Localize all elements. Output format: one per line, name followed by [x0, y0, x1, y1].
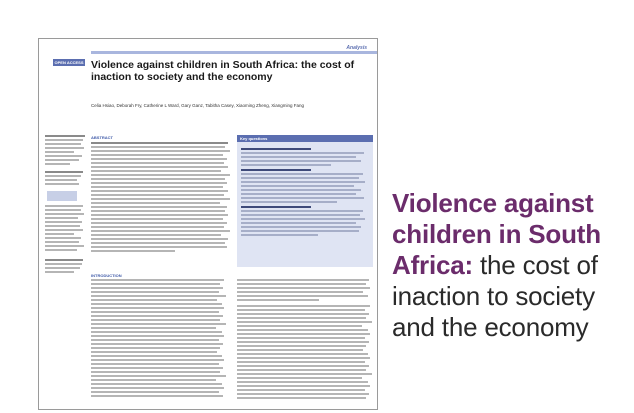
journal-page-thumbnail: [38, 38, 378, 410]
headline-caption: [392, 188, 632, 343]
key-questions-heading: Key questions: [237, 135, 373, 142]
author-list: Celia Hsiao, Deborah Fry, Catherine L Ward, Gary Ganz, Tabitha Casey, Xiaoming Zheng, Xiangming Fang: [91, 103, 305, 108]
body-column-right: [237, 279, 373, 401]
article-title: Violence against children in South Africa: the cost of inaction to society and the economy: [91, 59, 355, 83]
caption-regular-text: the cost of inaction to society and the economy: [392, 250, 598, 342]
open-access-badge: OPEN ACCESS: [54, 60, 84, 65]
abstract-block: [91, 135, 231, 254]
key-questions-box: [237, 135, 373, 267]
header-strip: [91, 51, 377, 54]
crossmark-logo: [47, 191, 77, 201]
section-tag: Analysis: [346, 45, 367, 51]
page-topbar: [39, 39, 377, 49]
introduction-heading: INTRODUCTION: [91, 273, 122, 278]
abstract-heading: ABSTRACT: [91, 135, 113, 140]
body-column-left: [91, 279, 227, 399]
caption-bold-text: Violence against children in South Africa:: [392, 188, 601, 280]
article-metadata-column: [45, 135, 87, 275]
